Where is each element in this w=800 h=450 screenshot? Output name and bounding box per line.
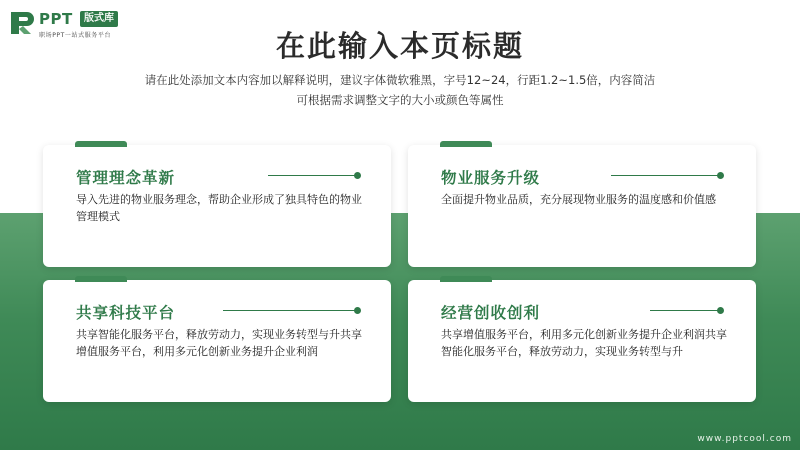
card-shared-tech-platform (43, 280, 391, 402)
subtitle-line-1: 请在此处添加文本内容加以解释说明，建议字体微软雅黑，字号12~24，行距1.2~1.5倍，内容简洁 (144, 73, 656, 87)
card-tab-accent (440, 141, 492, 147)
card-revenue-profit (408, 280, 756, 402)
card-title: 物业服务升级 (441, 169, 541, 187)
card-tab-accent (75, 276, 127, 282)
card-divider-dot (354, 307, 361, 314)
card-title: 共享科技平台 (76, 304, 176, 322)
logo-brand: PPT (39, 10, 73, 28)
card-divider-line (650, 310, 719, 311)
footer-url[interactable]: www.pptcool.com (697, 434, 792, 444)
page-title: 在此输入本页标题 (275, 29, 524, 63)
card-body: 共享智能化服务平台，释放劳动力，实现业务转型与升共享增值服务平台，利用多元化创新业务提升企业利润 (76, 328, 362, 358)
card-title: 管理理念革新 (76, 169, 176, 187)
card-body: 共享增值服务平台，利用多元化创新业务提升企业利润共享智能化服务平台，释放劳动力，实现业务转型与升 (441, 328, 727, 358)
logo-badge: 版式库 (80, 11, 118, 27)
card-divider-line (268, 175, 356, 176)
card-body: 导入先进的物业服务理念，帮助企业形成了独具特色的物业管理模式 (76, 193, 362, 223)
subtitle-line-2: 可根据需求调整文字的大小或颜色等属性 (296, 93, 504, 107)
card-tab-accent (440, 276, 492, 282)
card-tab-accent (75, 141, 127, 147)
card-divider-dot (717, 172, 724, 179)
logo-tagline: 职场PPT一站式服务平台 (39, 32, 112, 39)
card-divider-line (611, 175, 719, 176)
card-divider-dot (717, 307, 724, 314)
card-service-upgrade (408, 145, 756, 267)
card-body: 全面提升物业品质，充分展现物业服务的温度感和价值感 (441, 193, 716, 206)
page-subtitle (100, 70, 700, 110)
card-divider-dot (354, 172, 361, 179)
card-title: 经营创收创利 (441, 304, 541, 322)
card-management-concept (43, 145, 391, 267)
card-divider-line (223, 310, 356, 311)
